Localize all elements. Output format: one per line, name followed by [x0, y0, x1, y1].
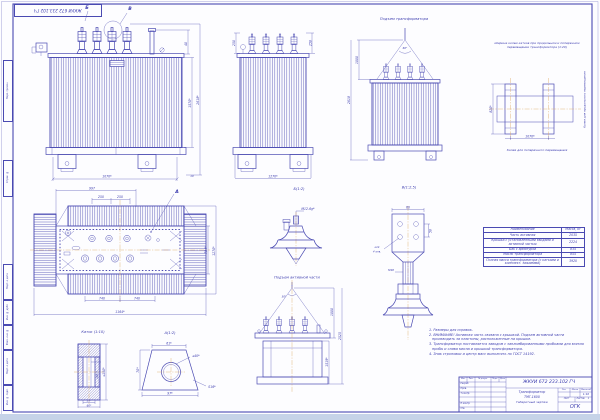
- title-block-sign-row: Пров.: [460, 387, 467, 391]
- dim-label: 2618*: [196, 95, 200, 105]
- title-block-product-1: Трансформатор: [518, 389, 546, 394]
- corner-stamp: [14, 4, 102, 17]
- title-block-product-2: ТМГ-1600: [524, 394, 540, 399]
- note-item: 4. Знак строповки и центр масс выполнять по ГОСТ 14192.: [429, 351, 535, 356]
- mass-row-name: Масло трансформатора: [484, 252, 562, 257]
- view-title: В(1:2.5): [401, 185, 417, 190]
- dim-label: 1070*: [102, 174, 112, 179]
- angle-label: 60°: [402, 46, 408, 50]
- mass-row-value: 835: [562, 247, 585, 252]
- view-title: Каток (1:10): [81, 330, 105, 334]
- dim-label: М48: [388, 268, 394, 272]
- callout-a: А: [175, 190, 179, 195]
- dim-label: 2525: [338, 332, 342, 340]
- dim-label: 784*: [204, 246, 208, 254]
- dim-label: 50: [428, 229, 433, 233]
- dim-label: 55*: [86, 398, 92, 403]
- dim-label: 60: [406, 205, 410, 210]
- mass-row-name: Бак с арматурой: [484, 247, 562, 252]
- title-block-sign-row: Т.контр.: [460, 392, 470, 396]
- title-block-header-cell: № докум.: [478, 378, 488, 381]
- detail-v: [373, 186, 433, 341]
- dim-label: ⌀14: [374, 245, 380, 249]
- side-view: [232, 33, 315, 179]
- active-lift-view: [255, 276, 344, 393]
- roller-detail: [74, 330, 108, 408]
- margin-label: Справ. №: [5, 171, 9, 184]
- title-block-header-cell: Лист: [468, 378, 474, 381]
- dim-label: 2618: [347, 96, 351, 104]
- title-block-sheets-label: Листов: [576, 397, 585, 401]
- title-block-doc-number: ЖКУИ 672 233.102 ГЧ: [522, 379, 576, 385]
- dim-label: 1164*: [115, 310, 125, 314]
- title-block-scale-label: Масштаб: [581, 388, 591, 391]
- dim-label: 10: [190, 174, 194, 178]
- dim-label: 60*: [86, 403, 92, 408]
- title-block-sheets-value: 1: [587, 397, 590, 401]
- table-row: [484, 238, 585, 247]
- lifting-view: [347, 17, 442, 160]
- mass-table-header-name: Наименование: [484, 228, 562, 233]
- gauge-label-longitudinal: Колея для продольного перемещения: [582, 71, 587, 128]
- margin-label: Подп. и дата: [5, 358, 9, 375]
- gauge-view: [489, 78, 581, 140]
- mass-row-value: 2035: [562, 233, 585, 238]
- dim-label: 250: [308, 40, 313, 46]
- gauge-label-transverse: Колея для поперечного перемещения: [506, 147, 568, 152]
- dim-label: 1570*: [188, 98, 192, 108]
- dim-label: 61*: [166, 341, 172, 346]
- title-block-org: ОГК: [569, 403, 581, 410]
- dim-label: 1270*: [212, 246, 216, 256]
- title-block-lit-label: Лит.: [561, 388, 567, 391]
- view-title: Подъем трансформатора: [379, 17, 429, 21]
- dim-label: 250: [98, 195, 104, 199]
- mass-table: [483, 227, 585, 267]
- table-row: [484, 258, 585, 267]
- mass-table-header-mass: Масса, кг: [562, 228, 585, 233]
- mass-row-value: 855: [562, 252, 585, 257]
- dim-label: 1000: [330, 308, 334, 316]
- dim-label: 1000: [355, 56, 359, 64]
- detail-b: [270, 187, 322, 266]
- corner-stamp-number: ЖКУИ 672 233.102 ГЧ: [34, 8, 82, 13]
- mass-row-value: 2224: [562, 238, 585, 247]
- plan-view: [30, 187, 216, 317]
- mass-row-name: Часть активная: [484, 233, 562, 238]
- mass-row-value: 3920: [562, 258, 585, 267]
- margin-label: Перв. примен.: [5, 81, 9, 99]
- view-title: Подъем активной части: [274, 275, 320, 280]
- dim-label: 70*: [136, 367, 140, 373]
- dim-label: 250: [232, 40, 236, 46]
- title-block-sign-row: Разраб.: [460, 382, 470, 386]
- dim-label: ⌀40*: [192, 354, 200, 358]
- dim-label: 1519*: [325, 357, 329, 367]
- title-block-doc-type: Габаритный чертеж: [516, 400, 548, 404]
- dim-label: ⌀66,5: [95, 371, 99, 379]
- front-view: [32, 5, 202, 181]
- view-title: Б(1:2): [293, 187, 305, 191]
- dim-label: 820*: [489, 105, 493, 113]
- title-block-scale-value: 1:10: [582, 391, 590, 396]
- margin-label: Инв. № дубл.: [5, 303, 9, 320]
- angle-label: 30°: [281, 294, 287, 299]
- margin-label: Инв. № подл.: [5, 388, 9, 405]
- note-item: 2. ВНИМАНИЕ! Активная часть связана с крышкой. Подъем активной части производить за пластины, расположенные на крышке.: [429, 333, 565, 342]
- callout-v: В: [128, 7, 132, 12]
- dim-label: S16*: [208, 385, 216, 389]
- title-block-mass-label: Масса: [571, 388, 579, 391]
- callout-b: Б: [85, 6, 89, 11]
- dim-label: 40: [184, 42, 188, 46]
- dim-label: 740: [134, 296, 140, 301]
- mass-row-name: Крышка с установленными вводами и активной частью: [484, 238, 562, 247]
- title-block-sign-row: Н.контр.: [460, 402, 471, 406]
- dim-label: 4 отв.: [372, 249, 382, 254]
- notes-block: [429, 328, 586, 357]
- title-block-sheet-label: Лист: [563, 397, 570, 401]
- title-block-sign-row: Утв.: [460, 407, 466, 410]
- detail-a: [136, 331, 216, 397]
- note-item: 3. Трансформатор поставляется заводом с запломбированными пробками для взятия пробы и слива масла и крышкой трансформатора.: [429, 342, 584, 351]
- gauge-caption: Ширина колеи катков при продольном и поперечном перемещении трансформатора (1:20): [494, 41, 580, 49]
- title-block-header-cell: Подп.: [492, 378, 498, 381]
- title-block-header-cell: Изм.: [461, 378, 466, 381]
- scan-edge-strip: [0, 414, 600, 420]
- mass-row-name: Полная масса трансформатора (с катками и комплект. зажимами): [484, 258, 562, 267]
- dim-label: 250: [117, 195, 123, 199]
- dim-label: ⌀150*: [102, 367, 106, 377]
- margin-label: Взам. инв. №: [5, 328, 9, 345]
- dim-label: М12-6g*: [301, 207, 315, 211]
- dim-label: 997: [89, 186, 95, 191]
- note-item: 1. Размеры для справок.: [429, 328, 473, 332]
- dim-label: 97*: [167, 391, 173, 396]
- dim-label: 740: [99, 296, 105, 301]
- dim-label: 1070*: [525, 134, 535, 139]
- dim-label: 1270*: [268, 174, 278, 179]
- margin-label: Подп. и дата: [5, 273, 9, 290]
- title-block-header-cell: Дата: [500, 378, 505, 381]
- view-title: А(1:2): [164, 331, 176, 335]
